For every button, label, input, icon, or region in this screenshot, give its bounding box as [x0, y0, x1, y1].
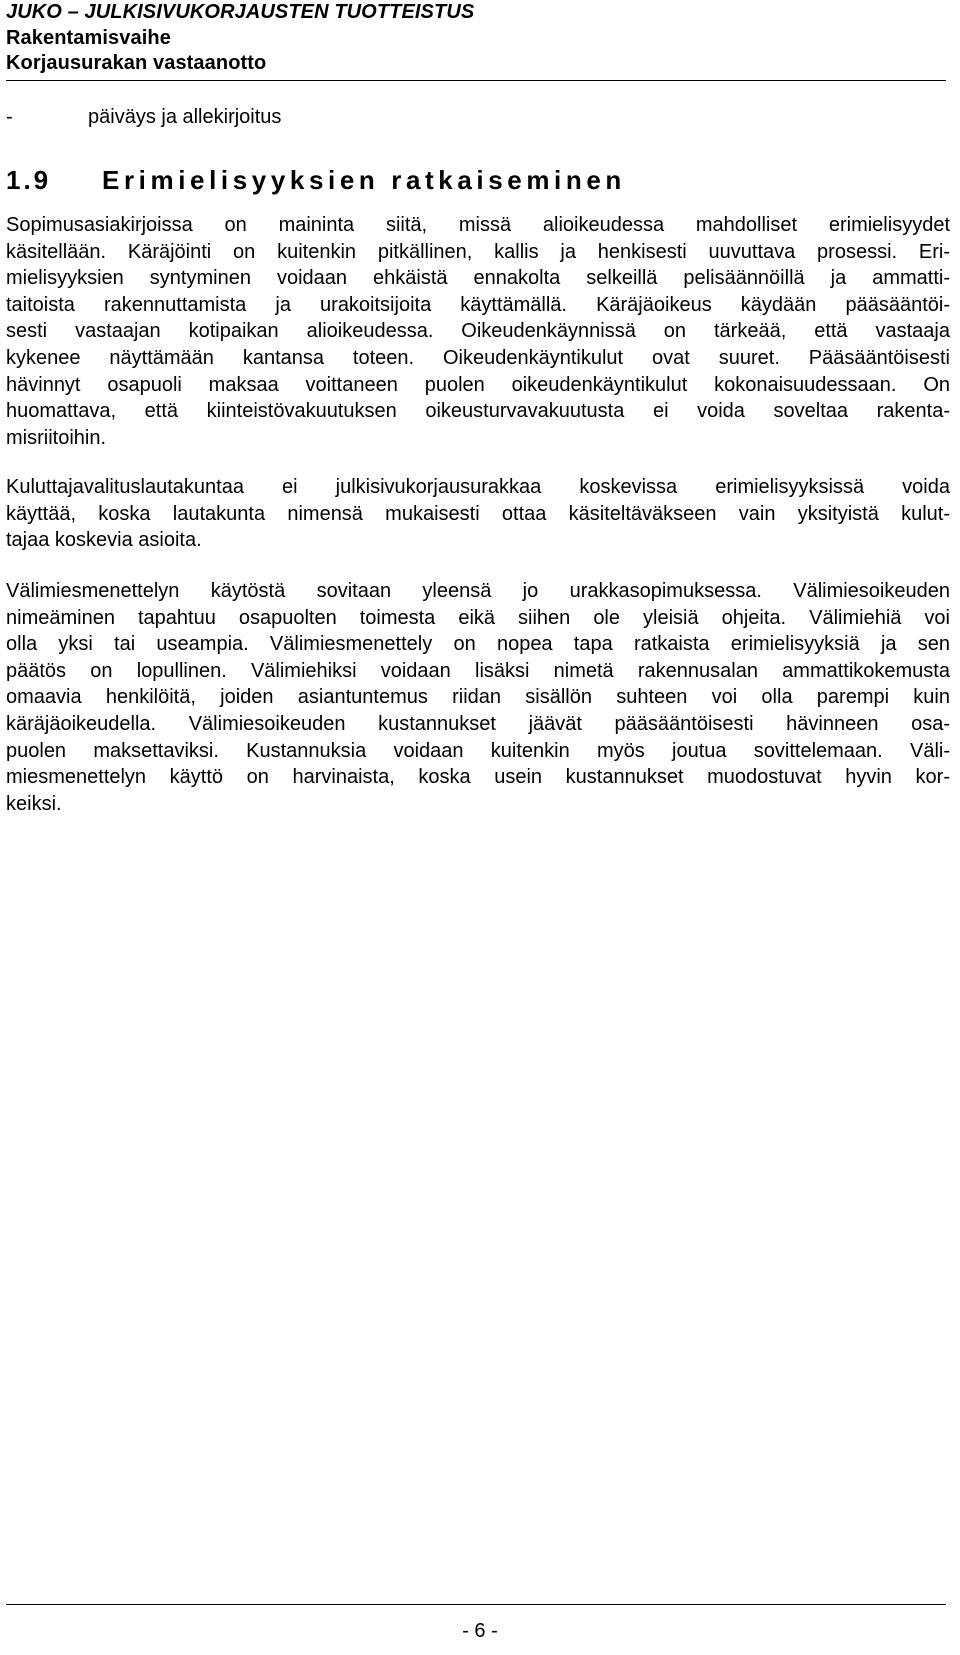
section-heading	[6, 163, 626, 197]
paragraph-line: tajaa koskevia asioita.	[6, 529, 202, 552]
header-topic: Korjausurakan vastaanotto	[6, 52, 267, 74]
paragraph-line: Kuluttajavalituslautakuntaa ei julkisivukorjausurakkaa koskevissa erimielisyyksissä voida	[6, 476, 950, 498]
bullet-item	[6, 104, 281, 130]
paragraph-line: huomattava, että kiinteistövakuutuksen oikeusturvavakuutusta ei voida soveltaa rakenta-	[6, 400, 950, 423]
bullet-dash: -	[6, 106, 13, 128]
paragraph-line: mielisyyksien syntyminen voidaan ehkäistä ennakolta selkeillä pelisäännöillä ja ammatti-	[6, 267, 950, 290]
section-title: Erimielisyyksien ratkaiseminen	[102, 165, 626, 195]
paragraph-line: käräjäoikeudella. Välimiesoikeuden kustannukset jäävät pääsääntöisesti hävinneen osa-	[6, 712, 950, 735]
header-project-title: JUKO – JULKISIVUKORJAUSTEN TUOTTEISTUS	[6, 1, 475, 23]
section-number: 1.9	[6, 165, 52, 195]
paragraph-line: taitoista rakennuttamista ja urakoitsijoita käyttämällä. Käräjäoikeus käydään pääsääntöi-	[6, 293, 950, 316]
page-number: - 6 -	[462, 1620, 498, 1642]
paragraph-line: misriitoihin.	[6, 426, 107, 449]
paragraph-line: keiksi.	[6, 792, 62, 815]
paragraph-line: hävinnyt osapuoli maksaa voittaneen puolen oikeudenkäyntikulut kokonaisuudessaan. On	[6, 373, 950, 396]
document-header	[6, 0, 946, 81]
paragraph-line: nimeäminen tapahtuu osapuolten toimesta eikä siihen ole yleisiä ohjeita. Välimiehiä voi	[6, 606, 950, 629]
paragraph-line: käyttää, koska lautakunta nimensä mukaisesti ottaa käsiteltäväkseen vain yksityistä kulut-	[6, 502, 950, 525]
footer-divider	[6, 1604, 946, 1605]
paragraph-line: käsitellään. Käräjöinti on kuitenkin pitkällinen, kallis ja henkisesti uuvuttava prosessi. Eri-	[6, 240, 950, 263]
header-phase: Rakentamisvaihe	[6, 26, 171, 49]
paragraph-line: sesti vastaajan kotipaikan alioikeudessa. Oikeudenkäynnissä on tärkeää, että vastaaja	[6, 320, 950, 343]
paragraph-line: Välimiesmenettelyn käytöstä sovitaan yleensä jo urakkasopimuksessa. Välimiesoikeuden	[6, 580, 950, 602]
paragraph-line: olla yksi tai useampia. Välimiesmenettely on nopea tapa ratkaista erimielisyyksiä ja sen	[6, 633, 950, 656]
bullet-text: päiväys ja allekirjoitus	[88, 106, 282, 128]
paragraph-line: Sopimusasiakirjoissa on maininta siitä, missä alioikeudessa mahdolliset erimielisyydet	[6, 214, 950, 236]
paragraph-3	[6, 578, 950, 817]
paragraph-line: päätös on lopullinen. Välimiehiksi voidaan lisäksi nimetä rakennusalan ammattikokemusta	[6, 659, 950, 682]
paragraph-2	[6, 474, 950, 554]
paragraph-line: puolen maksettaviksi. Kustannuksia voidaan kuitenkin myös joutua sovittelemaan. Väli-	[6, 739, 950, 762]
paragraph-line: omaavia henkilöitä, joiden asiantuntemus riidan sisällön suhteen voi olla parempi kuin	[6, 686, 950, 709]
paragraph-line: miesmenettelyn käyttö on harvinaista, koska usein kustannukset muodostuvat hyvin kor-	[6, 766, 950, 789]
paragraph-line: kykenee näyttämään kantansa toteen. Oikeudenkäyntikulut ovat suuret. Pääsääntöisesti	[6, 346, 950, 369]
paragraph-1	[6, 212, 950, 451]
